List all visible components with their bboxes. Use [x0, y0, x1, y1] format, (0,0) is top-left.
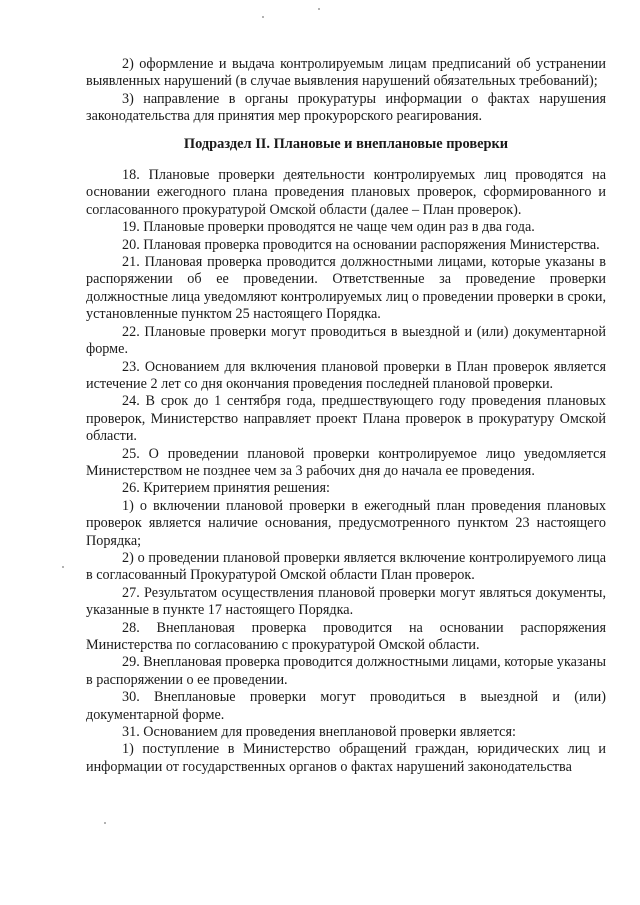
paragraph: 18. Плановые проверки деятельности контролируемых лиц проводятся на основании ежегодного плана проведения плановых проверок, сформированного и согласованного прокуратурой Омской области (далее – План проверок).: [86, 167, 606, 218]
scan-speck: [104, 822, 106, 824]
paragraph: 22. Плановые проверки могут проводиться в выездной и (или) документарной форме.: [86, 323, 606, 358]
paragraph: 29. Внеплановая проверка проводится должностными лицами, которые указаны в распоряжении о ее проведении.: [86, 654, 606, 688]
paragraph: 26. Критерием принятия решения:: [122, 480, 330, 497]
paragraph: 21. Плановая проверка проводится должностными лицами, которые указаны в распоряжении об ее проведении. Ответственные за проведение проверки должностные лица уведомляют контролируемых лиц о проведении проверки в сроки, установленные пунктом 25 настоящего Порядка.: [86, 254, 606, 323]
paragraph: 27. Результатом осуществления плановой проверки могут являться документы, указанные в пункте 17 настоящего Порядка.: [86, 584, 606, 619]
paragraph: 31. Основанием для проведения внеплановой проверки является:: [122, 724, 516, 741]
section-heading: Подраздел II. Плановые и внеплановые проверки: [183, 135, 509, 152]
paragraph: 30. Внеплановые проверки могут проводиться в выездной и (или) документарной форме.: [86, 689, 606, 723]
paragraph: 1) поступление в Министерство обращений граждан, юридических лиц и информации от государственных органов о фактах нарушений законодательства: [86, 741, 606, 775]
paragraph: 19. Плановые проверки проводятся не чаще чем один раз в два года.: [122, 219, 535, 236]
scan-speck: [62, 566, 64, 568]
document-body: [86, 56, 606, 776]
paragraph: 25. О проведении плановой проверки контролируемое лицо уведомляется Министерством не позднее чем за 3 рабочих дня до начала ее проведения.: [86, 445, 606, 479]
paragraph: 20. Плановая проверка проводится на основании распоряжения Министерства.: [122, 236, 600, 253]
paragraph: 23. Основанием для включения плановой проверки в План проверок является истечение 2 лет со дня окончания проведения последней плановой проверки.: [86, 358, 606, 392]
paragraph: 2) оформление и выдача контролируемым лицам предписаний об устранении выявленных нарушений (в случае выявления нарушений обязательных требований);: [86, 56, 606, 90]
paragraph: 28. Внеплановая проверка проводится на основании распоряжения Министерства по согласованию с прокуратурой Омской области.: [86, 619, 606, 653]
paragraph: 2) о проведении плановой проверки является включение контролируемого лица в согласованный Прокуратурой Омской области План проверок.: [86, 549, 606, 584]
paragraph: 1) о включении плановой проверки в ежегодный план проведения плановых проверок является наличие основания, предусмотренного пунктом 23 настоящего Порядка;: [86, 497, 606, 549]
paragraph: 24. В срок до 1 сентября года, предшествующего году проведения плановых проверок, Министерство направляет проект Плана проверок в прокуратуру Омской области.: [86, 393, 606, 445]
scan-speck: [318, 8, 320, 10]
scan-speck: [262, 16, 264, 18]
paragraph: 3) направление в органы прокуратуры информации о фактах нарушения законодательства для принятия мер прокурорского реагирования.: [86, 90, 606, 125]
